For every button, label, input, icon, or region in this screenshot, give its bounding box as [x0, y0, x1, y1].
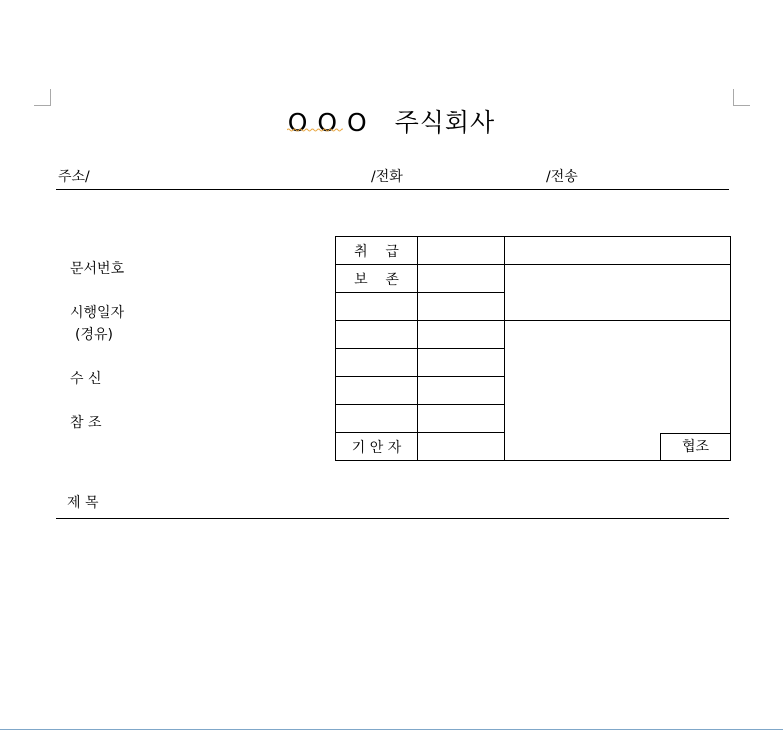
drafter-label: 기 안 자: [336, 433, 418, 461]
spellcheck-underline: [287, 128, 343, 132]
handling-wide-cell[interactable]: [505, 237, 731, 265]
doc-number-label: 문서번호: [70, 261, 125, 277]
signature-area[interactable]: [505, 321, 731, 461]
header-divider: [56, 189, 729, 190]
handling-label: 취 급: [336, 237, 418, 265]
retention-label: 보 존: [336, 265, 418, 293]
fax-label: /전송: [546, 169, 578, 185]
table-cell[interactable]: [336, 349, 418, 377]
handling-value-cell[interactable]: [418, 237, 505, 265]
recipient-label: 수 신: [70, 371, 102, 387]
reference-label: 참 조: [70, 415, 102, 431]
date-label: 시행일자: [70, 305, 125, 321]
retention-wide-cell[interactable]: [505, 265, 731, 321]
address-label: 주소/: [58, 169, 90, 185]
phone-label: /전화: [371, 169, 403, 185]
table-cell[interactable]: [418, 377, 505, 405]
subject-label: 제 목: [67, 495, 99, 511]
drafter-value-cell[interactable]: [418, 433, 505, 461]
table-cell[interactable]: [336, 293, 418, 321]
table-cell[interactable]: [418, 349, 505, 377]
table-cell[interactable]: [336, 377, 418, 405]
table-cell[interactable]: [336, 321, 418, 349]
table-cell[interactable]: [336, 405, 418, 433]
cooperation-label: 협조: [660, 433, 731, 461]
document-title: [0, 103, 783, 139]
table-cell[interactable]: [418, 405, 505, 433]
table-cell[interactable]: [418, 293, 505, 321]
table-cell[interactable]: [418, 321, 505, 349]
via-label: (경유): [75, 327, 113, 343]
subject-divider: [56, 518, 729, 519]
approval-table: [335, 236, 731, 461]
page-bottom-edge: [0, 729, 783, 730]
title-placeholder-circles: O O O: [287, 108, 368, 137]
title-company: 주식회사: [394, 108, 496, 137]
retention-value-cell[interactable]: [418, 265, 505, 293]
